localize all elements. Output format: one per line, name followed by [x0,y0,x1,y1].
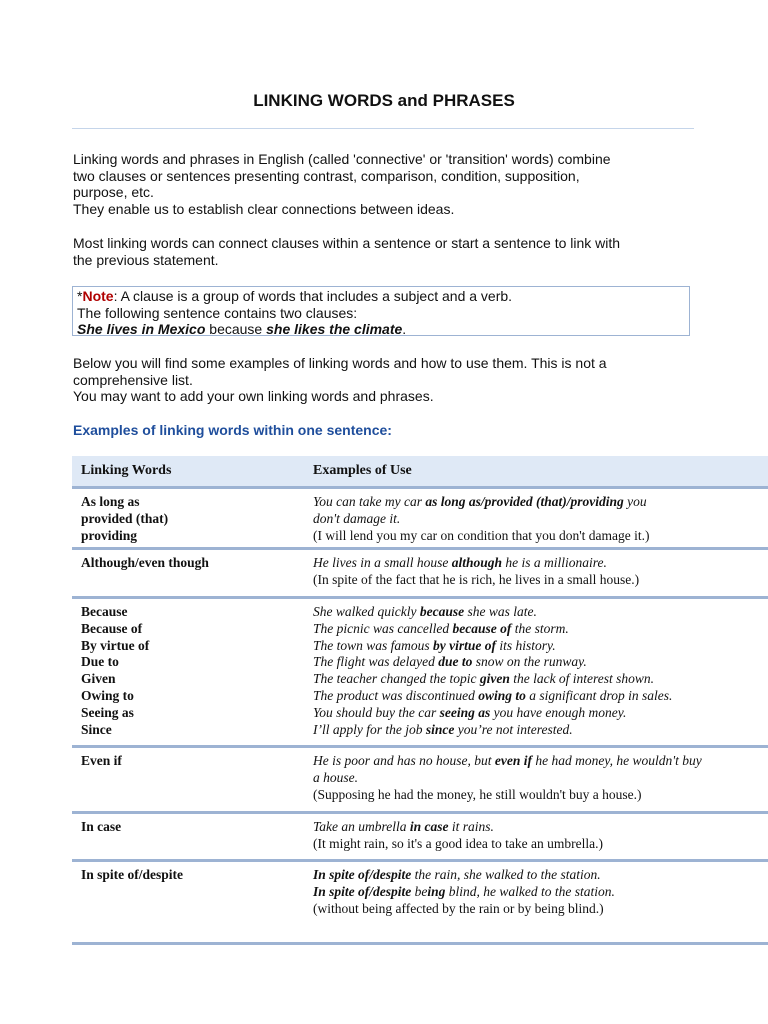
example-sentence [313,638,765,655]
example-text: you’re not interested. [454,721,573,737]
example-sentence [313,654,765,671]
example-text: a significant drop in sales. [525,687,673,703]
example-sentence [313,753,765,770]
linking-words-table [72,456,768,945]
example-text: it rains. [448,819,494,834]
example-text: you [623,494,647,509]
example-keyword: in case [409,819,449,834]
table-row [72,748,768,814]
example-text: he had money, he wouldn't buy [531,753,702,768]
linking-words-cell [81,753,306,770]
note-clause-2: she likes the climate [266,321,403,338]
example-sentence [313,555,765,572]
example-keyword: owing to [478,687,526,703]
example-text: the rain, she walked to the station. [411,867,601,882]
example-keyword: although [451,555,503,570]
examples-cell [313,753,765,803]
example-keyword: as long as/provided (that)/providing [425,494,624,509]
example-text: The teacher changed the topic [313,671,480,687]
note-asterisk: * [77,288,83,304]
paragraph-line: the previous statement. [73,251,219,268]
example-keyword: given [479,671,510,687]
example-sentence [313,688,765,705]
example-paraphrase: (In spite of the fact that he is rich, he lives in a small house.) [313,571,640,587]
example-text: He is poor and has no house, but [313,753,495,768]
examples-cell [313,867,765,917]
example-sentence [313,671,765,688]
linking-words-cell [81,494,306,544]
example-keyword: because [419,604,465,619]
table-row [72,814,768,862]
table-row [72,862,768,945]
example-paraphrase: (without being affected by the rain or by being blind.) [313,900,604,916]
intro-line: purpose, etc. [73,184,154,201]
paragraph-line: You may want to add your own linking words and phrases. [73,388,434,405]
note-line-2: The following sentence contains two clauses: [77,304,358,321]
linking-word: Although/even though [81,555,209,570]
linking-word: Due to [81,654,119,670]
example-keyword: seeing as [439,704,491,720]
intro-line: two clauses or sentences presenting contrast, comparison, condition, supposition, [73,167,580,184]
example-text: be [411,883,428,899]
linking-word: By virtue of [81,637,150,653]
examples-cell [313,555,765,589]
linking-word: In case [81,819,122,834]
paragraph-line: Most linking words can connect clauses within a sentence or start a sentence to link with [73,235,621,251]
note-connector: because [205,321,267,338]
example-text: I’ll apply for the job [313,721,426,737]
example-text: you have enough money. [490,704,627,720]
paragraph-line: comprehensive list. [73,371,193,388]
linking-word: Given [81,671,116,687]
linking-word: Owing to [81,687,134,703]
linking-word: As long as [81,494,140,509]
second-paragraph [73,235,713,268]
example-keyword: because of [452,620,512,636]
example-text: The town was famous [313,637,434,653]
header-examples: Examples of Use [313,463,412,478]
section-heading: Examples of linking words within one sentence: [73,422,392,438]
example-paraphrase: (I will lend you my car on condition that you don't damage it.) [313,527,650,543]
examples-cell [313,494,765,544]
note-period: . [402,321,407,338]
example-keyword: In spite of/despite [313,867,412,882]
example-text: You should buy the car [313,704,440,720]
example-keyword: ing [427,883,446,899]
example-sentence [313,867,765,884]
table-header [72,456,768,489]
note-label: Note [82,288,114,304]
linking-word: Even if [81,753,122,768]
linking-words-cell [81,604,306,738]
intro-paragraph [73,151,713,217]
example-text: the storm. [511,620,569,636]
example-sentence [313,604,765,621]
example-text: she was late. [464,604,537,619]
example-text: snow on the runway. [472,654,587,670]
example-paraphrase: (It might rain, so it's a good idea to take an umbrella.) [313,835,603,851]
note-clause-1: She lives in Mexico [77,321,206,338]
example-paraphrase: (Supposing he had the money, he still wouldn't buy a house.) [313,786,642,802]
example-text: its history. [496,637,556,653]
linking-word: provided (that) [81,510,169,526]
linking-words-cell [81,867,306,884]
paragraph-line: Below you will find some examples of linking words and how to use them. This is not a [73,355,607,371]
example-sentence [313,884,765,901]
page-title: LINKING WORDS and PHRASES [253,91,515,110]
example-keyword: by virtue of [433,637,497,653]
intro-line: They enable us to establish clear connections between ideas. [73,200,455,217]
example-sentence: a house. [313,769,358,785]
linking-word: Seeing as [81,704,134,720]
example-text: You can take my car [313,494,426,509]
example-text: the lack of interest shown. [509,671,655,687]
linking-words-cell [81,819,306,836]
example-sentence [313,722,765,739]
example-keyword: since [425,721,455,737]
example-text: blind, he walked to the station. [445,883,615,899]
example-sentence [313,819,765,836]
note-definition: : A clause is a group of words that includes a subject and a verb. [113,288,513,304]
linking-word: In spite of/despite [81,867,184,882]
note-line-1 [77,288,689,305]
example-text: The flight was delayed [313,654,439,670]
title-divider [72,128,694,129]
table-row [72,550,768,599]
example-text: The picnic was cancelled [313,620,453,636]
example-sentence: don't damage it. [313,510,401,526]
example-sentence [313,494,765,511]
example-text: He lives in a small house [313,555,452,570]
example-sentence [313,705,765,722]
example-text: Take an umbrella [313,819,410,834]
linking-word: Because [81,604,128,619]
example-keyword: even if [494,753,532,768]
example-text: She walked quickly [313,604,420,619]
example-sentence [313,621,765,638]
example-text: he is a millionaire. [502,555,607,570]
third-paragraph [73,355,713,405]
table-row [72,599,768,748]
examples-cell [313,819,765,853]
linking-word: providing [81,527,138,543]
note-example [77,321,689,338]
header-linking-words: Linking Words [81,463,172,478]
linking-word: Because of [81,620,143,636]
example-keyword: due to [438,654,473,670]
note-box [72,286,690,336]
example-keyword: In spite of/despite [313,883,412,899]
examples-cell [313,604,765,738]
linking-word: Since [81,721,112,737]
intro-line: Linking words and phrases in English (called 'connective' or 'transition' words) combine [73,151,611,167]
linking-words-cell [81,555,306,572]
example-text: The product was discontinued [313,687,479,703]
table-row [72,489,768,550]
